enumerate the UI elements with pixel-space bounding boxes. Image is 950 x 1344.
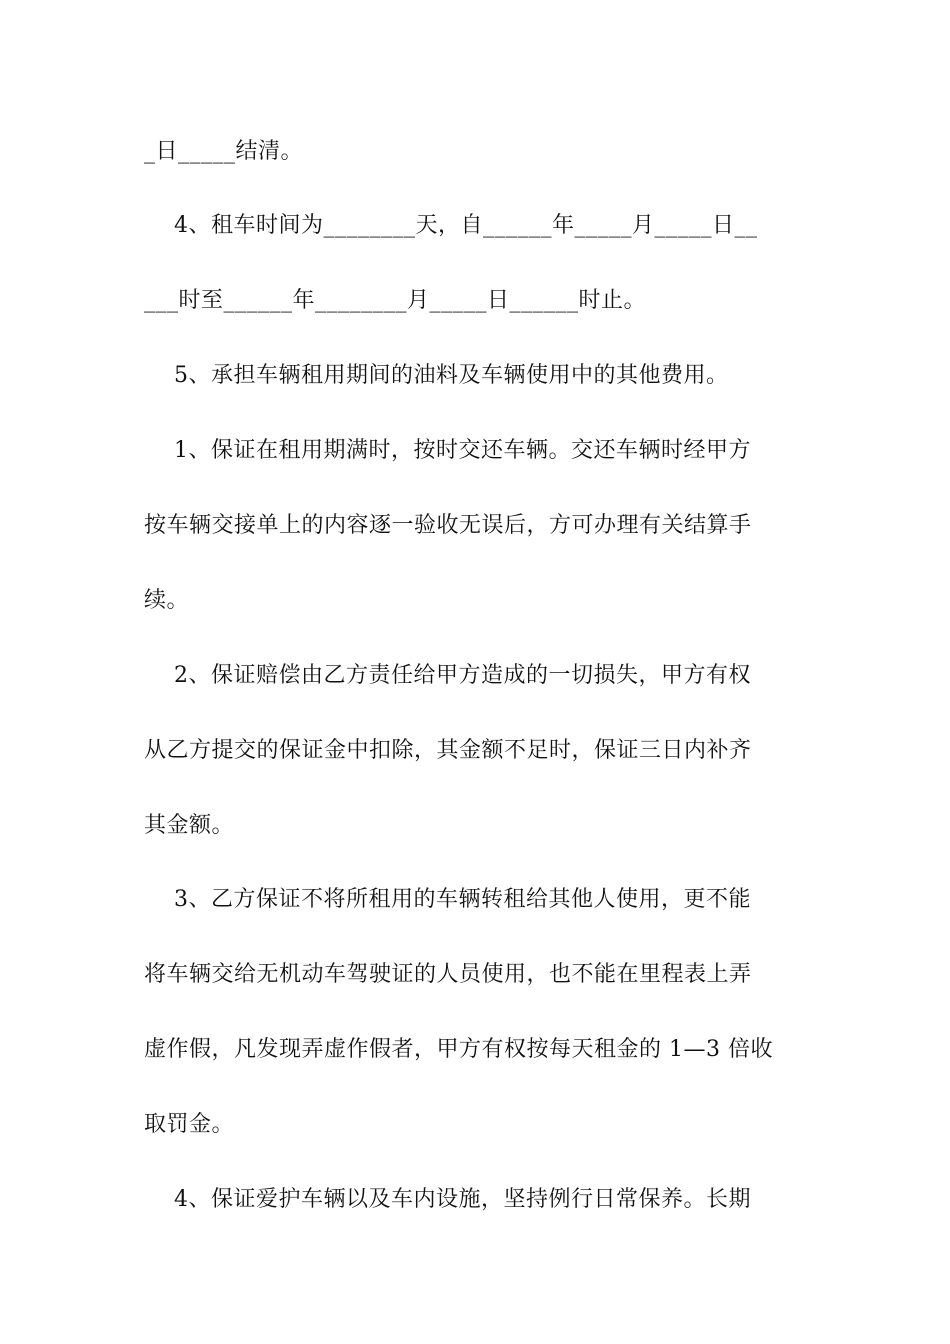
text-line: 从乙方提交的保证金中扣除，其金额不足时，保证三日内补齐 — [144, 738, 752, 763]
text-line: 续。 — [144, 588, 190, 613]
text-line: 3、乙方保证不将所租用的车辆转租给其他人使用，更不能 — [144, 887, 751, 912]
text-line: 4、租车时间为________天，自______年_____月_____日__ — [144, 213, 758, 238]
text-line: _日_____结清。 — [144, 139, 304, 164]
text-line: 其金额。 — [144, 813, 235, 838]
text-line: 4、保证爱护车辆以及车内设施，坚持例行日常保养。长期 — [144, 1187, 751, 1212]
text-line: 按车辆交接单上的内容逐一验收无误后，方可办理有关结算手 — [144, 513, 752, 538]
text-line: 取罚金。 — [144, 1112, 235, 1137]
text-line: ___时至______年________月_____日______时止。 — [144, 288, 647, 313]
text-line: 1、保证在租用期满时，按时交还车辆。交还车辆时经甲方 — [144, 438, 751, 463]
text-line: 2、保证赔偿由乙方责任给甲方造成的一切损失，甲方有权 — [144, 663, 751, 688]
text-line: 虚作假，凡发现弄虚作假者，甲方有权按每天租金的 1—3 倍收 — [144, 1037, 773, 1062]
text-line: 将车辆交给无机动车驾驶证的人员使用，也不能在里程表上弄 — [144, 962, 752, 987]
text-line: 5、承担车辆租用期间的油料及车辆使用中的其他费用。 — [144, 363, 729, 388]
